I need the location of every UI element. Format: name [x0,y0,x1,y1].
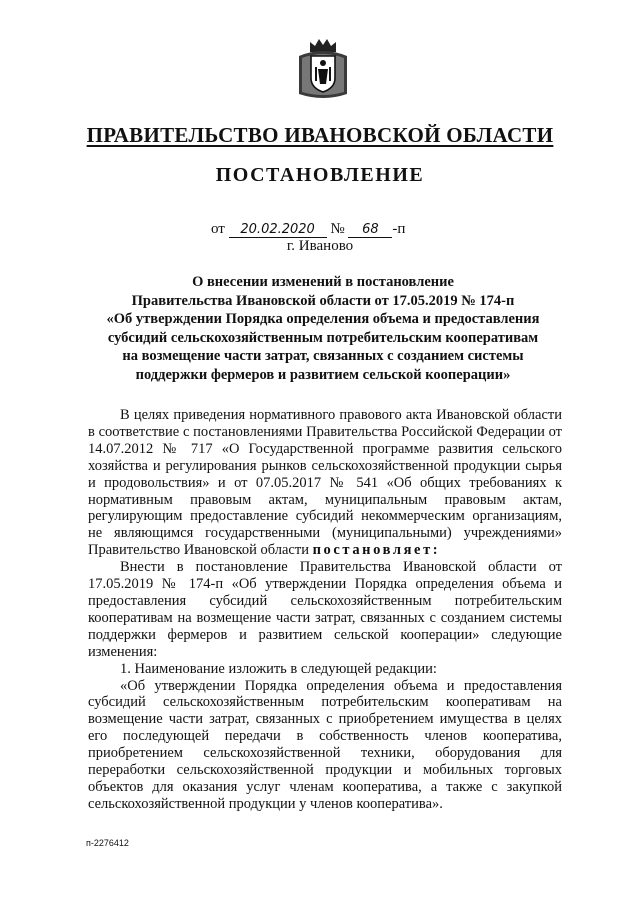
document-type: ПОСТАНОВЛЕНИЕ [215,164,425,186]
heading-line: Правительства Ивановской области от 17.05.2019 № 174-п [131,292,515,309]
number-suffix: -п [392,221,406,237]
heading-line: О внесении изменений в постановление [192,274,454,290]
paragraph: «Об утверждении Порядка определения объема и предоставления субсидий сельскохозяйственным потребительским кооперативам на возмещение части затрат, связанных с приобретением имущества в целях его последующей передачи в собственность членов кооператива, приобретением сельскохозяйственной техники, оборудования для переработки сельскохозяйственной продукции и мобильных торговых объектов для оказания услуг членам кооператива, а также с закупкой сельскохозяйственной продукции у членов кооператива». [88,677,562,812]
heading-line: на возмещение части затрат, связанных с созданием системы [122,348,524,365]
document-code: п-2276412 [86,838,129,848]
city: г. Иваново [286,238,354,254]
document-body [88,407,562,813]
document-date: 20.02.2020 [229,222,327,238]
document-heading [88,273,558,385]
document-meta-line [211,221,405,238]
paragraph-text: В целях приведения нормативного правового акта Ивановской области в соответствие с постановлениями Правительства Российской Федерации от 14.07.2012 № 717 «О Государственной программе развития сельского хозяйства и регулирования рынков сельскохозяйственной продукции сырья и продовольствия» и от 07.05.2017 № 541 «Об общих требованиях к нормативным правовым актам, муниципальным правовым актам, регулирующим предоставление субсидий некоммерческим организациям, не являющимся государственными (муниципальными) учреждениями» Правительство Ивановской области [88,407,562,559]
paragraph: Внести в постановление Правительства Ивановской области от 17.05.2019 № 174-п «Об утверждении Порядка определения объема и предоставления субсидий сельскохозяйственным потребительским кооперативам на возмещение части затрат, связанных с созданием системы поддержки фермеров и развитием сельской кооперации» следующие изменения: [88,559,562,660]
government-title: ПРАВИТЕЛЬСТВО ИВАНОВСКОЙ ОБЛАСТИ [86,123,554,147]
number-sign: № [330,221,345,237]
from-label: от [211,221,225,237]
resolves-word: постановляет: [312,542,441,559]
heading-line: поддержки фермеров и развитием сельской кооперации» [135,366,511,383]
document-number: 68 [348,222,392,238]
heading-line: субсидий сельскохозяйственным потребительским кооперативам [107,329,539,346]
paragraph [88,407,562,559]
paragraph: 1. Наименование изложить в следующей редакции: [120,660,437,677]
coat-of-arms-icon [296,36,350,102]
heading-line: «Об утверждении Порядка определения объема и предоставления [106,311,540,328]
